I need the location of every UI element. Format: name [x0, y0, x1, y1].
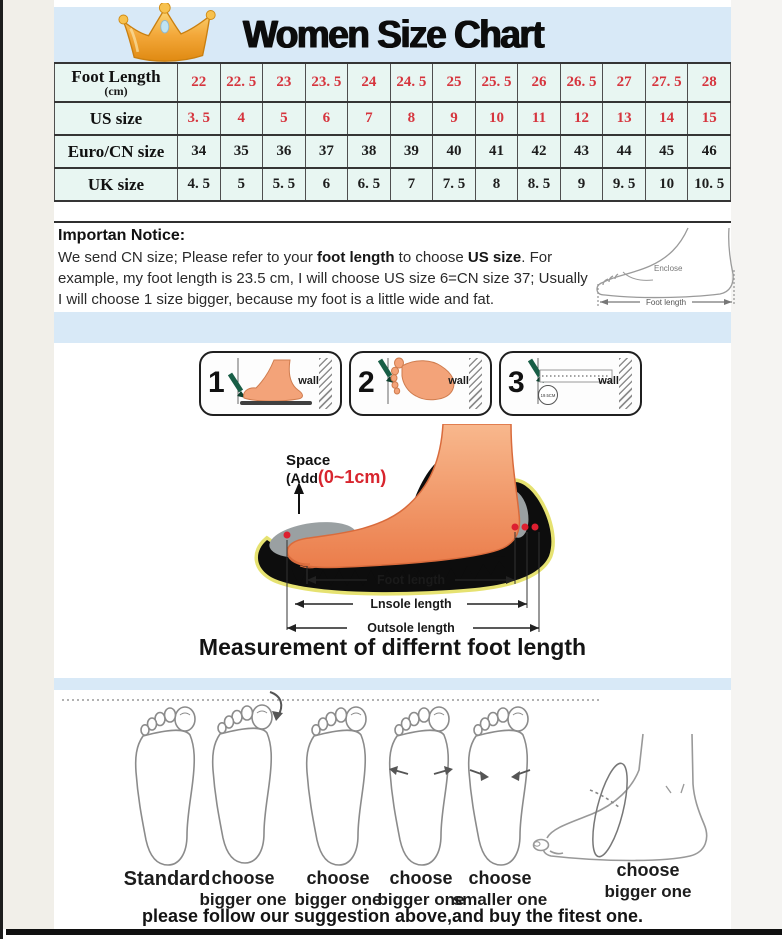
size-cell: 40: [433, 135, 476, 168]
heel-marker-dot: [512, 524, 519, 531]
enclose-label: Enclose: [654, 264, 683, 273]
foot-length-label: Foot length: [645, 298, 687, 307]
size-cell: 13: [603, 102, 646, 135]
measuring-steps: [199, 351, 642, 416]
size-cell: 38: [348, 135, 391, 168]
step-panel-3: [499, 351, 642, 416]
size-cell: 23. 5: [305, 63, 348, 102]
notice-text: . For example, my foot length is 23.5 cm, I will choose US size 6=CN size 37; Usually I will choose 1 size bigger, because my foot is a little wide and fat.: [58, 249, 588, 308]
size-cell: 15: [688, 102, 731, 135]
size-cell: 7. 5: [433, 168, 476, 201]
step-number: 2: [358, 366, 375, 399]
size-cell: 9: [560, 168, 603, 201]
size-cell: 39: [390, 135, 433, 168]
size-cell: 6: [305, 168, 348, 201]
step-number: 1: [208, 366, 225, 399]
size-cell: 10: [475, 102, 518, 135]
size-cell: 27. 5: [645, 63, 688, 102]
size-table: [54, 62, 731, 202]
size-cell: 7: [390, 168, 433, 201]
table-row: [55, 102, 731, 135]
size-cell: 5: [263, 102, 306, 135]
size-cell: 22: [178, 63, 221, 102]
step-number: 3: [508, 366, 525, 399]
page-title: Women Size Chart: [243, 12, 544, 57]
size-cell: 5. 5: [263, 168, 306, 201]
space-add: (Add: [286, 470, 318, 486]
ruler-measure-label: 19.5CM: [540, 393, 556, 398]
foot-variant: [307, 707, 366, 865]
size-cell: 37: [305, 135, 348, 168]
row-label-foot-length: Foot Length (cm): [55, 63, 178, 102]
insole-length-arrow-label: Lnsole length: [370, 597, 452, 611]
size-cell: 14: [645, 102, 688, 135]
notice-paragraph: [58, 247, 596, 310]
wall-hatch: [469, 358, 482, 409]
outsole-length-arrow-label: Outsole length: [367, 621, 455, 635]
foot-label-bigger-2: choose bigger one: [294, 868, 382, 909]
row-label-uk-size: UK size: [55, 168, 178, 201]
size-cell: 6. 5: [348, 168, 391, 201]
table-row: [55, 63, 731, 102]
measurement-heading: Measurement of differnt foot length: [198, 634, 587, 660]
size-cell: 23: [263, 63, 306, 102]
divider-line: [54, 221, 731, 223]
table-row: [55, 135, 731, 168]
foot-side-girth: [534, 734, 707, 861]
foot-label-smaller: choose smaller one: [452, 868, 548, 909]
size-cell: 34: [178, 135, 221, 168]
crown-icon: [118, 3, 226, 63]
size-cell: 7: [348, 102, 391, 135]
size-cell: 25: [433, 63, 476, 102]
notice-bold-foot-length: foot length: [317, 249, 395, 266]
foot-length-arrow-label: Foot length: [376, 573, 446, 587]
right-margin: [731, 0, 782, 929]
foot-standard: [136, 707, 195, 865]
left-margin: [3, 0, 54, 929]
table-row: [55, 168, 731, 201]
notice-text: to choose: [394, 249, 468, 266]
notice-bold-us-size: US size: [467, 249, 522, 266]
size-cell: 4: [220, 102, 263, 135]
size-cell: 24: [348, 63, 391, 102]
notice-heading: Importan Notice:: [58, 227, 186, 244]
space-label: [286, 453, 386, 487]
size-cell: 3. 5: [178, 102, 221, 135]
bottom-border-line: [6, 929, 782, 935]
size-cell: 11: [518, 102, 561, 135]
size-cell: 8. 5: [518, 168, 561, 201]
foot-label-bigger-1: choose bigger one: [199, 868, 287, 909]
size-cell: 9. 5: [603, 168, 646, 201]
wall-label: wall: [598, 375, 619, 387]
size-cell: 24. 5: [390, 63, 433, 102]
step-panel-1: [199, 351, 342, 416]
size-cell: 45: [645, 135, 688, 168]
size-cell: 12: [560, 102, 603, 135]
foot-label-standard: Standard: [123, 868, 211, 890]
wall-hatch: [319, 358, 332, 409]
size-cell: 5: [220, 168, 263, 201]
step-panel-2: [349, 351, 492, 416]
foot-outline-sketch: [588, 226, 763, 312]
notice-text: We send CN size; Please refer to your: [58, 249, 317, 266]
size-cell: 42: [518, 135, 561, 168]
feet-guide-illustration: [54, 690, 731, 876]
size-cell: 6: [305, 102, 348, 135]
wall-label: wall: [298, 375, 319, 387]
size-cell: 27: [603, 63, 646, 102]
shoe-measurement-diagram: [175, 424, 610, 639]
size-cell: 41: [475, 135, 518, 168]
row-label-euro-cn-size: Euro/CN size: [55, 135, 178, 168]
foot-narrow: [469, 707, 528, 865]
size-cell: 28: [688, 63, 731, 102]
size-cell: 26. 5: [560, 63, 603, 102]
blue-band: [54, 678, 731, 690]
space-range: (0~1cm): [317, 467, 387, 487]
size-cell: 46: [688, 135, 731, 168]
size-cell: 10. 5: [688, 168, 731, 201]
size-cell: 25. 5: [475, 63, 518, 102]
size-cell: 26: [518, 63, 561, 102]
size-cell: 9: [433, 102, 476, 135]
toe-marker-dot: [284, 532, 291, 539]
size-cell: 22. 5: [220, 63, 263, 102]
size-cell: 8: [390, 102, 433, 135]
heel-marker-dot: [522, 524, 529, 531]
row-label-us-size: US size: [55, 102, 178, 135]
foot-label-side-bigger: choose bigger one: [604, 860, 692, 901]
space-word: Space: [286, 452, 331, 469]
size-cell: 36: [263, 135, 306, 168]
foot-shape: [287, 424, 519, 568]
heel-marker-dot: [532, 524, 539, 531]
footer-suggestion-text: please follow our suggestion above,and buy the fitest one.: [141, 906, 644, 926]
size-cell: 8: [475, 168, 518, 201]
size-cell: 10: [645, 168, 688, 201]
size-cell: 43: [560, 135, 603, 168]
left-edge-line: [0, 0, 3, 939]
wall-hatch: [619, 358, 632, 409]
size-cell: 35: [220, 135, 263, 168]
wall-label: wall: [448, 375, 469, 387]
blue-band: [54, 312, 731, 343]
foot-long-toe: [213, 705, 272, 863]
foot-label-bigger-3: choose bigger one: [377, 868, 465, 909]
size-cell: 4. 5: [178, 168, 221, 201]
size-cell: 44: [603, 135, 646, 168]
foot-wide: [390, 707, 449, 865]
